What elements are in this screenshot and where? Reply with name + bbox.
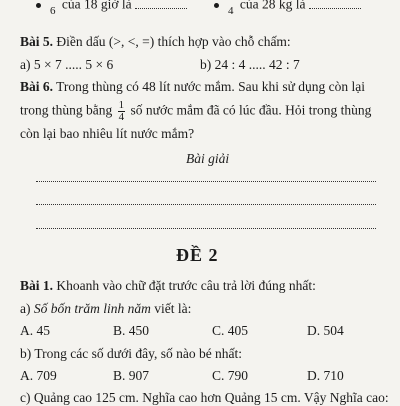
option-d[interactable]: D. 504 xyxy=(307,323,344,338)
bai5-a xyxy=(20,57,113,73)
expr-left: a) 5 × 7 xyxy=(20,57,62,72)
answer-line xyxy=(36,204,376,205)
answer-line xyxy=(36,228,376,229)
fraction: $\frac{1}{4}$ xyxy=(118,99,125,123)
option-a[interactable]: A. 709 xyxy=(20,368,57,383)
exercise-text: Trong thùng có 48 lít nước mắm. Sau khi sử dụng còn lại xyxy=(56,79,366,94)
top-right-item xyxy=(214,0,361,17)
question-b: b) Trong các số dưới đây, số nào bé nhất: xyxy=(20,346,243,361)
top-left-item xyxy=(36,0,187,17)
question-text: viết là: xyxy=(154,301,192,316)
answer-line xyxy=(36,181,376,182)
bai6-line2 xyxy=(20,100,371,123)
exercise-label: Bài 1. xyxy=(20,278,54,293)
answer-blank: ..... xyxy=(248,57,266,72)
answer-blank: ..... xyxy=(65,57,82,72)
solution-title: Bài giải xyxy=(186,151,230,166)
exercise-text: Khoanh vào chữ đặt trước câu trả lời đúng nhất: xyxy=(56,278,316,293)
option-a[interactable]: A. 45 xyxy=(20,323,50,338)
item-text: của 28 kg là xyxy=(239,0,306,12)
expr-right: 5 × 6 xyxy=(85,57,114,72)
fraction: 4 xyxy=(228,5,234,17)
section-heading: ĐỀ 2 xyxy=(176,245,219,265)
option-b[interactable]: B. 450 xyxy=(113,323,150,338)
option-c[interactable]: C. 405 xyxy=(212,323,249,338)
exercise-text: còn lại bao nhiêu lít nước mắm? xyxy=(20,126,195,141)
question-c: c) Quảng cao 125 cm. Nghĩa cao hơn Quảng 15 cm. Vậy Nghĩa cao: xyxy=(20,390,389,405)
bai6-line1 xyxy=(20,79,365,95)
exercise-text: Điền dấu (>, <, =) thích hợp vào chỗ chấm: xyxy=(56,34,291,49)
bai5-b xyxy=(200,57,300,73)
option-d[interactable]: D. 710 xyxy=(307,368,344,383)
question-italic: Số bốn trăm linh năm xyxy=(33,301,151,316)
bullet-icon xyxy=(36,3,41,8)
answer-blank xyxy=(309,0,361,9)
exercise-text: trong thùng bằng xyxy=(20,102,113,118)
answer-blank xyxy=(135,0,187,9)
expr-right: 42 : 7 xyxy=(269,57,300,72)
question-a xyxy=(20,301,191,317)
bai6-line3 xyxy=(20,126,194,142)
exercise-text: số nước mắm đã có lúc đầu. Hỏi trong thùng xyxy=(130,102,372,118)
fraction: 6 xyxy=(50,5,56,17)
bai5-prompt xyxy=(20,34,291,50)
question-prefix: a) xyxy=(20,301,31,316)
item-text: của 18 giờ là xyxy=(61,0,132,12)
option-c[interactable]: C. 790 xyxy=(212,368,249,383)
expr-left: b) 24 : 4 xyxy=(200,57,246,72)
exercise-label: Bài 5. xyxy=(20,34,54,49)
bullet-icon xyxy=(214,3,219,8)
de2-bai1-prompt xyxy=(20,278,316,294)
exercise-label: Bài 6. xyxy=(20,79,54,94)
option-b[interactable]: B. 907 xyxy=(113,368,150,383)
